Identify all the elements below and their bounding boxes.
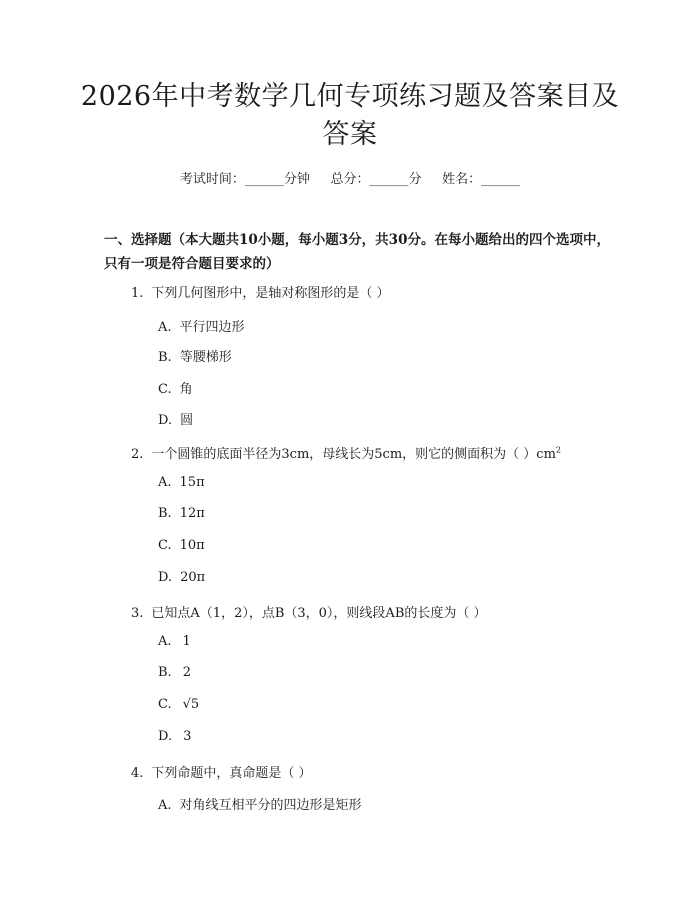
question-4: [131, 762, 312, 781]
question-1-option-d: [158, 409, 193, 428]
question-2: [131, 443, 561, 462]
option-letter: B.: [158, 350, 172, 365]
question-number: 3.: [131, 606, 144, 621]
option-text: 平行四边形: [179, 320, 245, 335]
option-letter: D.: [158, 570, 173, 585]
question-3-option-d: [158, 729, 191, 744]
option-letter: A.: [158, 475, 172, 490]
option-letter: A.: [158, 320, 172, 335]
question-1-option-c: [158, 378, 193, 397]
option-letter: A.: [158, 798, 172, 813]
question-1-option-a: [158, 316, 245, 335]
question-2-option-b: [158, 506, 205, 521]
option-text: 1: [182, 634, 191, 649]
question-2-option-a: [158, 475, 205, 490]
option-text: 角: [179, 382, 193, 397]
question-1: [131, 282, 390, 301]
option-text: 等腰梯形: [179, 350, 232, 365]
option-text: √5: [182, 697, 200, 712]
option-letter: D.: [158, 729, 173, 744]
exam-info-line: 考试时间：______分钟 总分：______分 姓名：______: [179, 172, 521, 187]
document-title: 2026年中考数学几何专项练习题及答案目及答案: [80, 81, 620, 150]
question-3-option-c: [158, 697, 199, 712]
question-text: 下列几何图形中，是轴对称图形的是（ ）: [151, 286, 390, 301]
question-1-option-b: [158, 346, 232, 365]
option-text: 15π: [179, 475, 205, 490]
superscript-exponent: 2: [555, 445, 561, 455]
option-letter: D.: [158, 413, 173, 428]
option-letter: C.: [158, 697, 172, 712]
question-3-option-b: [158, 665, 191, 680]
question-2-option-d: [158, 570, 205, 585]
option-text: 2: [182, 665, 191, 680]
question-text: 已知点A（1，2），点B（3，0），则线段AB的长度为（ ）: [151, 606, 487, 621]
question-3: [131, 602, 487, 621]
question-4-option-a: [158, 794, 362, 813]
option-text: 10π: [179, 538, 205, 553]
option-letter: A.: [158, 634, 172, 649]
section-heading: 一、选择题（本大题共10小题，每小题3分，共30分。在每小题给出的四个选项中，只有一项是符合题目要求的）: [104, 232, 610, 272]
question-text: 下列命题中，真命题是（ ）: [151, 766, 312, 781]
option-text: 20π: [180, 570, 206, 585]
option-letter: C.: [158, 382, 172, 397]
option-letter: B.: [158, 506, 172, 521]
option-letter: B.: [158, 665, 172, 680]
question-number: 2.: [131, 447, 144, 462]
option-text: 对角线互相平分的四边形是矩形: [179, 798, 362, 813]
option-text: 圆: [180, 413, 194, 428]
question-number: 1.: [131, 286, 144, 301]
option-text: 3: [183, 729, 192, 744]
question-3-option-a: [158, 634, 191, 649]
question-number: 4.: [131, 766, 144, 781]
option-letter: C.: [158, 538, 172, 553]
question-text: 一个圆锥的底面半径为3cm，母线长为5cm，则它的侧面积为（ ）cm: [151, 447, 556, 462]
option-text: 12π: [179, 506, 205, 521]
question-2-option-c: [158, 538, 205, 553]
